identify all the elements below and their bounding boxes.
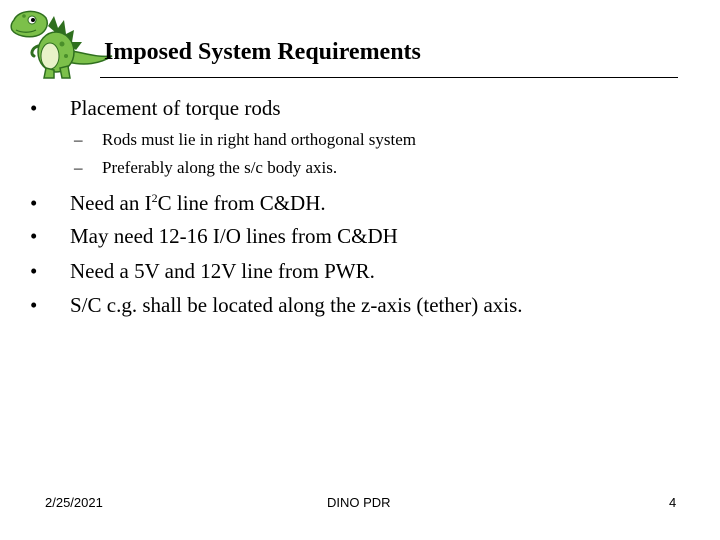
footer-title: DINO PDR — [327, 495, 391, 510]
bullet-marker: • — [30, 259, 38, 283]
sub-bullet-marker: – — [74, 158, 83, 177]
slide-title: Imposed System Requirements — [104, 39, 421, 65]
title-divider — [100, 77, 678, 78]
bullet-text-part: C line from C&DH. — [157, 191, 326, 215]
page-number: 4 — [669, 495, 677, 510]
sub-bullet-text: Rods must lie in right hand orthogonal system — [102, 130, 417, 149]
bullet-text — [70, 190, 326, 216]
bullet-text: Placement of torque rods — [70, 96, 281, 120]
sub-bullet-marker: – — [74, 130, 83, 149]
bullet-marker: • — [30, 293, 38, 317]
bullet-marker: • — [30, 96, 38, 120]
bullet-text: May need 12-16 I/O lines from C&DH — [70, 224, 398, 248]
bullet-marker: • — [30, 191, 38, 215]
bullet-text: Need a 5V and 12V line from PWR. — [70, 259, 375, 283]
footer-date: 2/25/2021 — [45, 495, 103, 510]
sub-bullet-text: Preferably along the s/c body axis. — [102, 158, 338, 177]
dinosaur-logo-icon — [4, 6, 116, 82]
bullet-text-part: Need an I — [70, 191, 152, 215]
bullet-marker: • — [30, 224, 38, 248]
superscript-two: 2 — [151, 191, 158, 205]
bullet-text: S/C c.g. shall be located along the z-axis (tether) axis. — [70, 293, 523, 317]
